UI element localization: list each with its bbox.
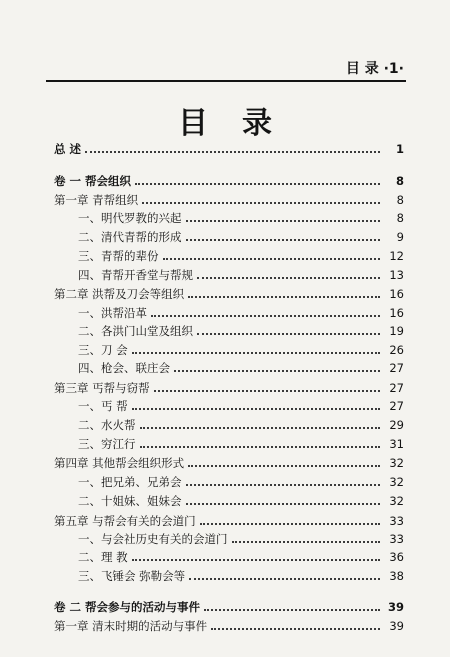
dot-leader — [151, 315, 380, 317]
toc-entry-label: 一、与会社历史有关的会道门 — [78, 532, 228, 546]
dot-leader — [154, 390, 380, 392]
dot-leader — [232, 541, 381, 543]
dot-leader — [189, 578, 380, 580]
toc-entry-label: 第五章 与帮会有关的会道门 — [54, 514, 196, 528]
toc-entry-page: 38 — [389, 569, 404, 583]
dot-leader — [132, 408, 380, 410]
toc-entry[interactable] — [54, 615, 404, 633]
toc-entry-label: 一、丐 帮 — [78, 399, 128, 413]
toc-entry-page: 16 — [389, 287, 404, 301]
toc-entry-page: 16 — [389, 306, 404, 320]
toc-entry-label: 二、理 教 — [78, 550, 128, 564]
toc-entry-page: 8 — [396, 211, 404, 225]
toc-entry-page: 8 — [396, 193, 404, 207]
toc-entry-page: 32 — [389, 456, 404, 470]
dot-leader — [140, 446, 381, 448]
dot-leader — [186, 220, 381, 222]
toc-entry-label: 二、各洪门山堂及组织 — [78, 324, 193, 338]
toc-entry-page: 8 — [395, 174, 404, 188]
dot-leader — [85, 151, 380, 153]
dot-leader — [188, 296, 380, 298]
toc-entry-label: 四、青帮开香堂与帮规 — [78, 268, 193, 282]
toc-entry[interactable] — [54, 138, 404, 156]
toc-entry-label: 一、洪帮沿革 — [78, 306, 147, 320]
toc-entry-label: 一、把兄弟、兄弟会 — [78, 475, 182, 489]
toc-entry-label: 总 述 — [54, 142, 82, 156]
dot-leader — [174, 370, 380, 372]
dot-leader — [142, 202, 380, 204]
toc-entry-label: 第四章 其他帮会组织形式 — [54, 456, 185, 470]
dot-leader — [163, 258, 381, 260]
toc-entry-label: 三、刀 会 — [78, 343, 128, 357]
toc-entry[interactable] — [78, 339, 404, 357]
toc-entry-page: 27 — [389, 399, 404, 413]
dot-leader — [186, 239, 381, 241]
toc-entry-page: 33 — [389, 514, 404, 528]
dot-leader — [140, 427, 381, 429]
dot-leader — [135, 183, 380, 185]
toc-entry-page: 32 — [389, 494, 404, 508]
toc-entry-page: 12 — [389, 249, 404, 263]
toc-entry-page: 1 — [395, 142, 404, 156]
toc-entry-label: 三、青帮的辈份 — [78, 249, 159, 263]
toc-entry-page: 27 — [389, 381, 404, 395]
dot-leader — [211, 628, 380, 630]
toc-entry-page: 36 — [389, 550, 404, 564]
toc-entry[interactable] — [78, 302, 404, 320]
toc-entry[interactable] — [78, 546, 404, 564]
dot-leader — [197, 277, 380, 279]
toc-entry-label: 二、水火帮 — [78, 418, 136, 432]
toc-entry-page: 39 — [389, 619, 404, 633]
toc-entry-page: 13 — [389, 268, 404, 282]
toc-entry-page: 32 — [389, 475, 404, 489]
toc-entry-label: 三、飞锤会 弥勒会等 — [78, 569, 186, 583]
toc-entry[interactable] — [78, 433, 404, 451]
toc-entry[interactable] — [78, 320, 404, 338]
toc-entry[interactable] — [54, 510, 404, 528]
dot-leader — [188, 465, 380, 467]
toc-entry[interactable] — [54, 596, 404, 614]
toc-entry[interactable] — [78, 471, 404, 489]
toc-entry-label: 二、十姐妹、姐妹会 — [78, 494, 182, 508]
toc-entry-label: 一、明代罗教的兴起 — [78, 211, 182, 225]
toc-entry[interactable] — [78, 528, 404, 546]
toc-entry[interactable] — [78, 264, 404, 282]
dot-leader — [186, 484, 381, 486]
toc-entry-label: 卷 二 帮会参与的活动与事件 — [54, 600, 201, 614]
toc-entry[interactable] — [78, 565, 404, 583]
toc-entry-page: 39 — [387, 600, 404, 614]
toc-entry-label: 三、穷江行 — [78, 437, 136, 451]
toc-entry[interactable] — [78, 490, 404, 508]
toc-entry-label: 第一章 清末时期的活动与事件 — [54, 619, 208, 633]
toc-entry[interactable] — [54, 377, 404, 395]
dot-leader — [197, 333, 380, 335]
toc-entry-label: 第一章 青帮组织 — [54, 193, 139, 207]
toc-entry-page: 31 — [389, 437, 404, 451]
toc-entry-page: 19 — [389, 324, 404, 338]
toc-entry-label: 二、清代青帮的形成 — [78, 230, 182, 244]
toc-entry[interactable] — [78, 226, 404, 244]
dot-leader — [186, 503, 381, 505]
dot-leader — [200, 523, 380, 525]
toc-entry[interactable] — [78, 395, 404, 413]
toc-entry-label: 卷 一 帮会组织 — [54, 174, 132, 188]
toc-entry[interactable] — [78, 414, 404, 432]
toc-entry-label: 第三章 丐帮与窃帮 — [54, 381, 150, 395]
toc-entry[interactable] — [78, 207, 404, 225]
dot-leader — [132, 559, 380, 561]
dot-leader — [204, 609, 380, 611]
toc-entry[interactable] — [54, 170, 404, 188]
toc-entry-page: 33 — [389, 532, 404, 546]
toc-entry-page: 26 — [389, 343, 404, 357]
running-header: 目 录 ·1· — [345, 61, 404, 77]
toc-entry-label: 第二章 洪帮及刀会等组织 — [54, 287, 185, 301]
toc-entry-label: 四、枪会、联庄会 — [78, 361, 170, 375]
toc-entry[interactable] — [54, 283, 404, 301]
toc-entry[interactable] — [78, 357, 404, 375]
dot-leader — [132, 352, 380, 354]
toc-entry-page: 29 — [389, 418, 404, 432]
page-title: 目录 — [178, 106, 306, 141]
toc-entry[interactable] — [54, 189, 404, 207]
toc-entry[interactable] — [78, 245, 404, 263]
toc-entry-page: 9 — [396, 230, 404, 244]
toc-entry[interactable] — [54, 452, 404, 470]
toc-entry-page: 27 — [389, 361, 404, 375]
